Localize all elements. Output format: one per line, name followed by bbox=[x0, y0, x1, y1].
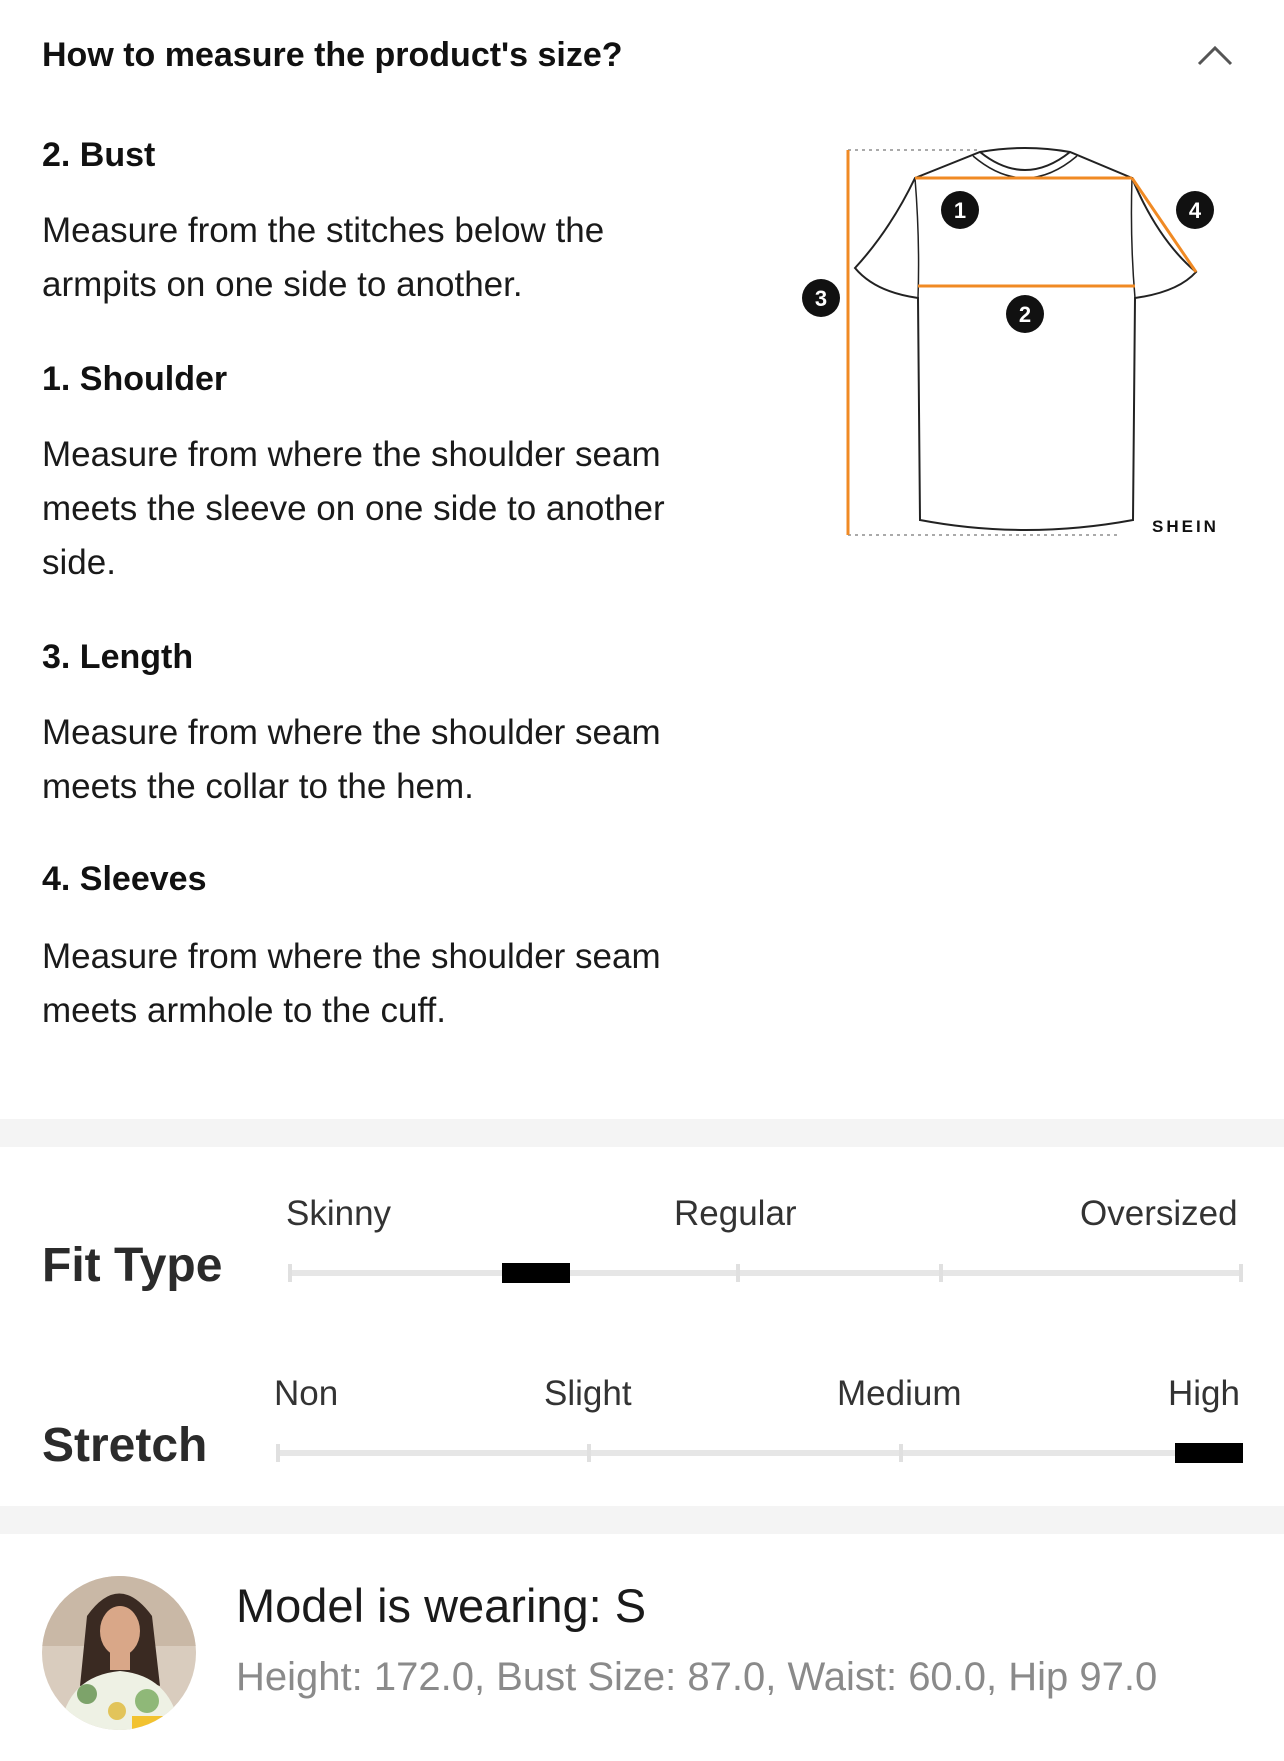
stretch-scale-medium: Medium bbox=[837, 1374, 962, 1413]
marker-1 bbox=[941, 191, 979, 229]
section-title-shoulder: 1. Shoulder bbox=[42, 360, 228, 398]
fit-scale-skinny: Skinny bbox=[286, 1194, 392, 1233]
stretch-scale-non: Non bbox=[274, 1374, 339, 1413]
svg-text:2: 2 bbox=[1018, 302, 1032, 327]
stretch-scale-high: High bbox=[1168, 1374, 1240, 1413]
fit-type-track bbox=[288, 1270, 1243, 1276]
section-divider bbox=[0, 1119, 1284, 1147]
fit-scale-oversized: Oversized bbox=[1080, 1194, 1238, 1233]
stretch-tick bbox=[587, 1444, 591, 1462]
tshirt-measure-diagram bbox=[780, 130, 1240, 550]
stretch-track bbox=[276, 1450, 1243, 1456]
collapse-button[interactable] bbox=[1190, 36, 1240, 76]
brand-logo: SHEIN bbox=[1152, 517, 1219, 536]
fit-tick bbox=[939, 1264, 943, 1282]
section-desc-bust: Measure from the stitches below the armpits on one side to another. bbox=[42, 211, 605, 304]
fit-scale-regular: Regular bbox=[674, 1194, 797, 1233]
section-title-sleeves: 4. Sleeves bbox=[42, 860, 207, 898]
stretch-scale-slight: Slight bbox=[544, 1374, 632, 1413]
section-desc-sleeves: Measure from where the shoulder seam meets armhole to the cuff. bbox=[42, 937, 661, 1030]
fit-type-label: Fit Type bbox=[42, 1239, 223, 1292]
model-photo-icon bbox=[42, 1576, 196, 1730]
model-measurements: Height: 172.0, Bust Size: 87.0, Waist: 60.0, Hip 97.0 bbox=[236, 1655, 1158, 1699]
svg-text:3: 3 bbox=[814, 286, 828, 311]
model-wearing-title: Model is wearing: S bbox=[236, 1579, 647, 1632]
section-divider bbox=[0, 1506, 1284, 1534]
chevron-up-icon bbox=[1190, 36, 1240, 76]
marker-3 bbox=[802, 279, 840, 317]
model-avatar[interactable] bbox=[42, 1576, 196, 1730]
stretch-tick bbox=[899, 1444, 903, 1462]
marker-4 bbox=[1176, 191, 1214, 229]
section-desc-shoulder: Measure from where the shoulder seam meets the sleeve on one side to another side. bbox=[42, 435, 665, 582]
svg-text:4: 4 bbox=[1188, 198, 1202, 223]
stretch-label: Stretch bbox=[42, 1419, 208, 1472]
svg-text:1: 1 bbox=[953, 198, 967, 223]
marker-2 bbox=[1006, 295, 1044, 333]
section-title-bust: 2. Bust bbox=[42, 136, 156, 174]
section-desc-length: Measure from where the shoulder seam meets the collar to the hem. bbox=[42, 713, 661, 806]
section-title-length: 3. Length bbox=[42, 638, 194, 676]
fit-type-indicator bbox=[502, 1263, 570, 1283]
page-title: How to measure the product's size? bbox=[42, 36, 623, 74]
stretch-indicator bbox=[1175, 1443, 1243, 1463]
stretch-tick bbox=[276, 1444, 280, 1462]
fit-tick bbox=[736, 1264, 740, 1282]
fit-tick bbox=[288, 1264, 292, 1282]
fit-tick bbox=[1239, 1264, 1243, 1282]
